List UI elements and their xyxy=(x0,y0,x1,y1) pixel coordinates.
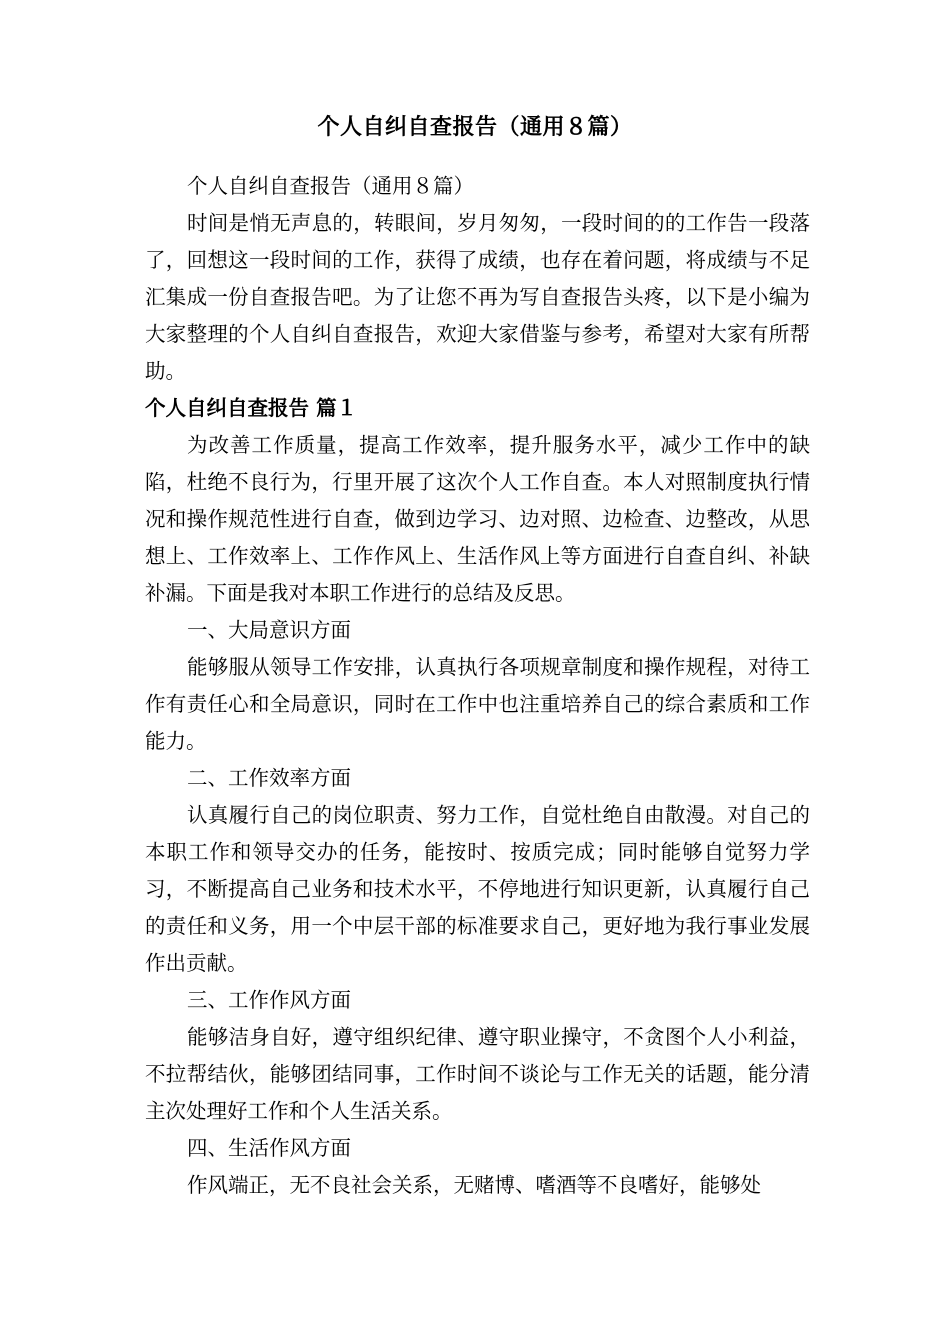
paragraph: 认真履行自己的岗位职责、努力工作，自觉杜绝自由散漫。对自己的本职工作和领导交办的任务，能按时、按质完成；同时能够自觉努力学习，不断提高自己业务和技术水平，不停地进行知识更新，认真履行自己的责任和义务，用一个中层干部的标准要求自己，更好地为我行事业发展作出贡献。 xyxy=(145,803,810,975)
subheading: 三、工作作风方面 xyxy=(187,988,351,1012)
paragraph-intro: 时间是悄无声息的，转眼间，岁月匆匆，一段时间的的工作告一段落了，回想这一段时间的工作，获得了成绩，也存在着问题，将成绩与不足汇集成一份自查报告吧。为了让您不再为写自查报告头疼，以下是小编为大家整理的个人自纠自查报告，欢迎大家借鉴与参考，希望对大家有所帮助。 xyxy=(145,211,810,383)
subheading: 一、大局意识方面 xyxy=(187,618,351,642)
section-heading: 个人自纠自查报告 篇１ xyxy=(145,396,358,420)
document-title: 个人自纠自查报告（通用８篇） xyxy=(317,115,633,140)
document-body xyxy=(145,168,810,1204)
paragraph: 能够洁身自好，遵守组织纪律、遵守职业操守，不贪图个人小利益，不拉帮结伙，能够团结同事，工作时间不谈论与工作无关的话题，能分清主次处理好工作和个人生活关系。 xyxy=(145,1025,810,1123)
subheading: 二、工作效率方面 xyxy=(187,766,351,790)
subheading: 四、生活作风方面 xyxy=(187,1136,351,1160)
paragraph-intro-title: 个人自纠自查报告（通用８篇） xyxy=(187,174,474,198)
paragraph: 能够服从领导工作安排，认真执行各项规章制度和操作规程，对待工作有责任心和全局意识，同时在工作中也注重培养自己的综合素质和工作能力。 xyxy=(145,655,810,753)
paragraph: 作风端正，无不良社会关系，无赌博、嗜酒等不良嗜好，能够处 xyxy=(187,1173,761,1197)
paragraph: 为改善工作质量，提高工作效率，提升服务水平，减少工作中的缺陷，杜绝不良行为，行里开展了这次个人工作自查。本人对照制度执行情况和操作规范性进行自查，做到边学习、边对照、边检查、边整改，从思想上、工作效率上、工作作风上、生活作风上等方面进行自查自纠、补缺补漏。下面是我对本职工作进行的总结及反思。 xyxy=(145,433,810,605)
